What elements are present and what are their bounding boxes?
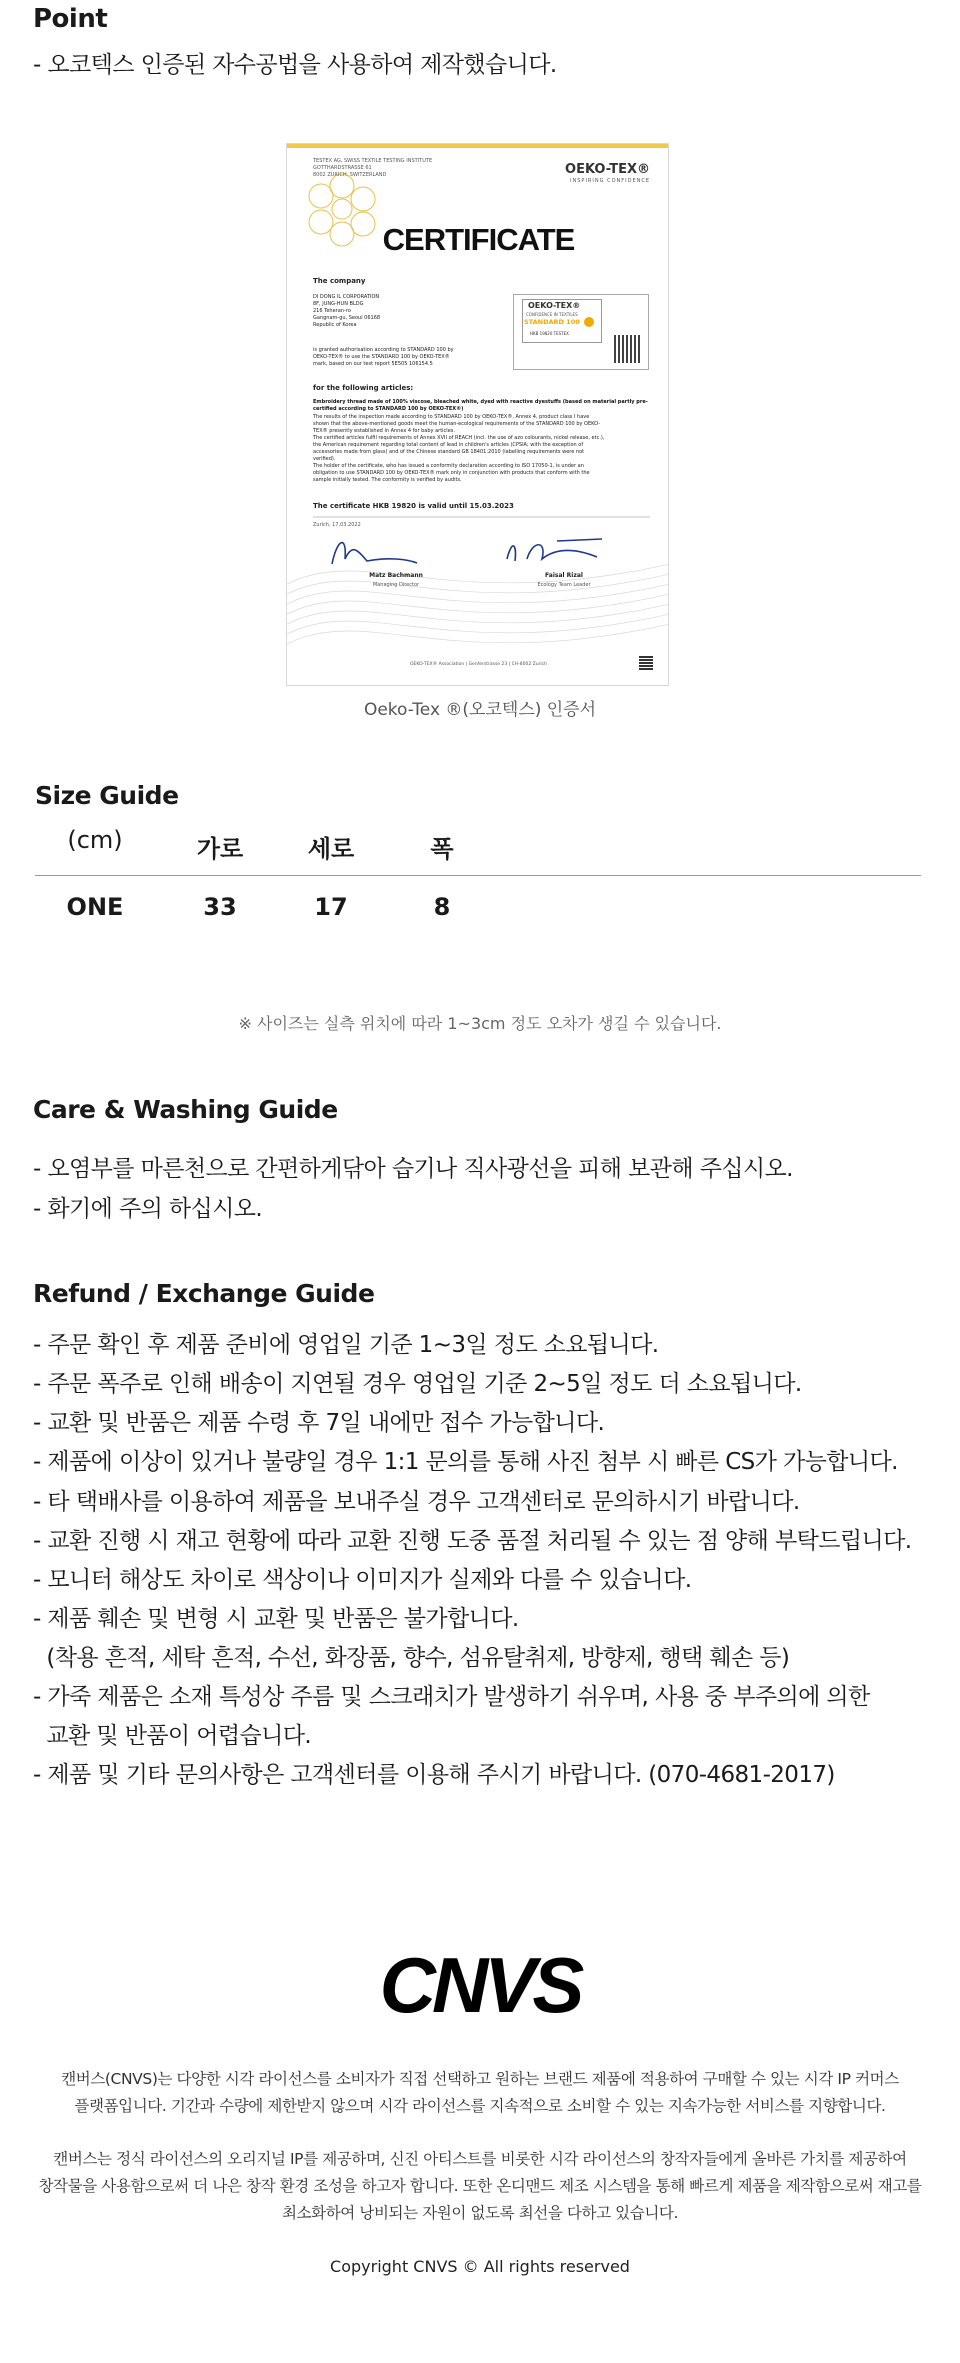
refund-line: (착용 흔적, 세탁 흔적, 수선, 화장품, 향수, 섬유탈취제, 방향제, 행택 훼손 등) (33, 1645, 790, 1671)
qr-code-icon (614, 335, 642, 363)
footer-para2-line: 최소화하여 낭비되는 자원이 없도록 최선을 다하고 있습니다. (281, 2204, 679, 2222)
valid-line: The certificate HKB 19820 is valid until 15.03.2023 (313, 502, 514, 510)
size-header-unit: (cm) (67, 826, 123, 854)
care-heading: Care & Washing Guide (33, 1095, 338, 1124)
size-row-label: ONE (66, 893, 124, 921)
size-row-width: 33 (203, 893, 237, 921)
cnvs-logo: CNVS (379, 1941, 581, 2029)
body-line: shown that the above-mentioned goods meet the human-ecological requirements of the STANDARD 100 by OEKO- (313, 421, 601, 427)
care-line: - 오염부를 마른천으로 간편하게닦아 습기나 직사광선을 피해 보관해 주십시오. (33, 1156, 793, 1182)
refund-line: - 교환 및 반품은 제품 수령 후 7일 내에만 접수 가능합니다. (33, 1410, 605, 1436)
company-line: 8F, JUNG-HUN BLDG (313, 301, 364, 307)
badge-code: HKB 19820 TESTEX (530, 331, 569, 336)
sun-icon (584, 317, 594, 327)
signer2-name: Faisal Rizal (545, 572, 583, 579)
body-line: The holder of the certificate, who has issued a conformity declaration according to ISO 17050-1, is under an (313, 463, 584, 469)
authorisation-line: is granted authorisation according to STANDARD 100 by (313, 347, 454, 353)
issuer-line: TESTEX AG, SWISS TEXTILE TESTING INSTITUTE (313, 158, 433, 164)
refund-heading: Refund / Exchange Guide (33, 1279, 375, 1308)
refund-line: - 제품에 이상이 있거나 불량일 경우 1:1 문의를 통해 사진 첨부 시 빠른 CS가 가능합니다. (33, 1449, 898, 1475)
certificate-image (286, 143, 669, 686)
size-guide-heading: Size Guide (35, 781, 179, 810)
refund-line: 교환 및 반품이 어렵습니다. (33, 1723, 312, 1749)
issuer-line: GOTTHARDSTRASSE 61 (313, 165, 372, 171)
authorisation-line: OEKO-TEX® to use the STANDARD 100 by OEKO-TEX® (313, 354, 450, 360)
size-row-depth: 8 (433, 893, 451, 921)
body-line: the American requirement regarding total content of lead in children's articles (CPSIA; with the exception of (313, 442, 584, 448)
footer-para1-line: 플랫폼입니다. 기간과 수량에 제한받지 않으며 시각 라이선스를 지속적으로 소비할 수 있는 지속가능한 서비스를 지향합니다. (74, 2097, 886, 2115)
certificate-title: CERTIFICATE (382, 222, 575, 257)
care-line: - 화기에 주의 하십시오. (33, 1196, 263, 1222)
size-header-height: 세로 (307, 835, 355, 863)
copyright: Copyright CNVS © All rights reserved (330, 2257, 630, 2276)
company-line: DI DONG IL CORPORATION (313, 294, 380, 300)
refund-line: - 제품 훼손 및 변형 시 교환 및 반품은 불가합니다. (33, 1606, 519, 1632)
refund-line: - 교환 진행 시 재고 현황에 따라 교환 진행 도중 품절 처리될 수 있는 점 양해 부탁드립니다. (33, 1528, 912, 1554)
refund-line: - 가죽 제품은 소재 특성상 주름 및 스크래치가 발생하기 쉬우며, 사용 중 부주의에 의한 (33, 1684, 870, 1710)
body-line: The certified articles fulfil requirements of Annex XVII of REACH (incl. the use of azo colourants, nickel release, etc.), (313, 435, 605, 441)
oeko-tex-tagline: INSPIRING CONFIDENCE (570, 178, 650, 184)
body-line: TEX® presently established in Annex 4 for baby articles. (313, 428, 455, 434)
body-line: sample initially tested. The conformity is verified by audits. (313, 477, 462, 483)
size-header-width: 가로 (196, 835, 244, 863)
size-table-rule (35, 875, 921, 876)
size-note: ※ 사이즈는 실측 위치에 따라 1~3cm 정도 오차가 생길 수 있습니다. (238, 1014, 722, 1033)
certificate-footer: OEKO-TEX® Association | Genferstrasse 23 | CH-8002 Zurich (410, 662, 547, 667)
body-line: The results of the inspection made according to STANDARD 100 by OEKO-TEX®, Annex 4, product class I have (313, 414, 590, 420)
footer-para1-line: 캔버스(CNVS)는 다양한 시각 라이선스를 소비자가 직접 선택하고 원하는 브랜드 제품에 적용하여 구매할 수 있는 시각 IP 커머스 (61, 2070, 899, 2088)
articles-label: for the following articles: (313, 384, 414, 392)
refund-line: - 모니터 해상도 차이로 색상이나 이미지가 실제와 다를 수 있습니다. (33, 1567, 692, 1593)
body-line: accessories made from glass) and of the Chinese standard GB 18401:2010 (labelling requirements were not (313, 449, 585, 455)
point-line: - 오코텍스 인증된 자수공법을 사용하여 제작했습니다. (33, 52, 557, 78)
refund-line: - 주문 확인 후 제품 준비에 영업일 기준 1~3일 정도 소요됩니다. (33, 1332, 659, 1358)
company-label: The company (313, 277, 366, 285)
point-heading: Point (33, 4, 108, 34)
small-qr-icon (639, 656, 653, 670)
footer-para2-line: 캔버스는 정식 라이선스의 오리지널 IP를 제공하며, 신진 아티스트를 비롯한 시각 라이선스의 창작자들에게 올바른 가치를 제공하여 (53, 2150, 907, 2168)
articles-text: Embroidery thread made of 100% viscose, bleached white, dyed with reactive dyestuffs (based on material partly pre-certified according to STANDARD 100 by OEKO-TEX®) (313, 399, 648, 412)
refund-line: - 주문 폭주로 인해 배송이 지연될 경우 영업일 기준 2~5일 정도 더 소요됩니다. (33, 1371, 802, 1397)
issuer-line: 8002 ZURICH, SWITZERLAND (313, 172, 387, 178)
size-header-depth: 폭 (430, 835, 454, 863)
company-line: Republic of Korea (313, 322, 357, 328)
company-line: 216 Teheran-ro (313, 308, 351, 314)
oeko-tex-logo: OEKO-TEX® (565, 162, 650, 177)
signer1-role: Managing Director (372, 582, 420, 588)
badge-sub: CONFIDENCE IN TEXTILES (526, 312, 578, 317)
place-date: Zurich, 17.03.2022 (313, 522, 361, 528)
certificate-caption: Oeko-Tex ®(오코텍스) 인증서 (363, 700, 597, 720)
size-row-height: 17 (314, 893, 348, 921)
signatures (327, 529, 627, 574)
refund-line: - 제품 및 기타 문의사항은 고객센터를 이용해 주시기 바랍니다. (070-4681-2017) (33, 1762, 835, 1788)
badge-brand: OEKO-TEX® (528, 301, 581, 310)
body-line: obligation to use STANDARD 100 by OEKO-TEX® mark only in conjunction with products that conform with the (313, 470, 590, 476)
authorisation-line: mark, based on our test report 5E505 106154.5 (313, 361, 433, 367)
body-line: verified). (313, 456, 336, 462)
signer2-role: Ecology Team Leader (537, 582, 591, 588)
signer1-name: Matz Bachmann (369, 572, 423, 579)
refund-line: - 타 택배사를 이용하여 제품을 보내주실 경우 고객센터로 문의하시기 바랍니다. (33, 1489, 800, 1515)
company-line: Gangnam-gu, Seoul 06168 (313, 315, 381, 321)
badge-standard: STANDARD 100 (524, 318, 580, 326)
standard-100-badge (513, 294, 649, 370)
footer-para2-line: 창작물을 사용함으로써 더 나은 창작 환경 조성을 하고자 합니다. 또한 온디맨드 제조 시스템을 통해 빠르게 제품을 제작함으로써 재고를 (38, 2177, 922, 2195)
